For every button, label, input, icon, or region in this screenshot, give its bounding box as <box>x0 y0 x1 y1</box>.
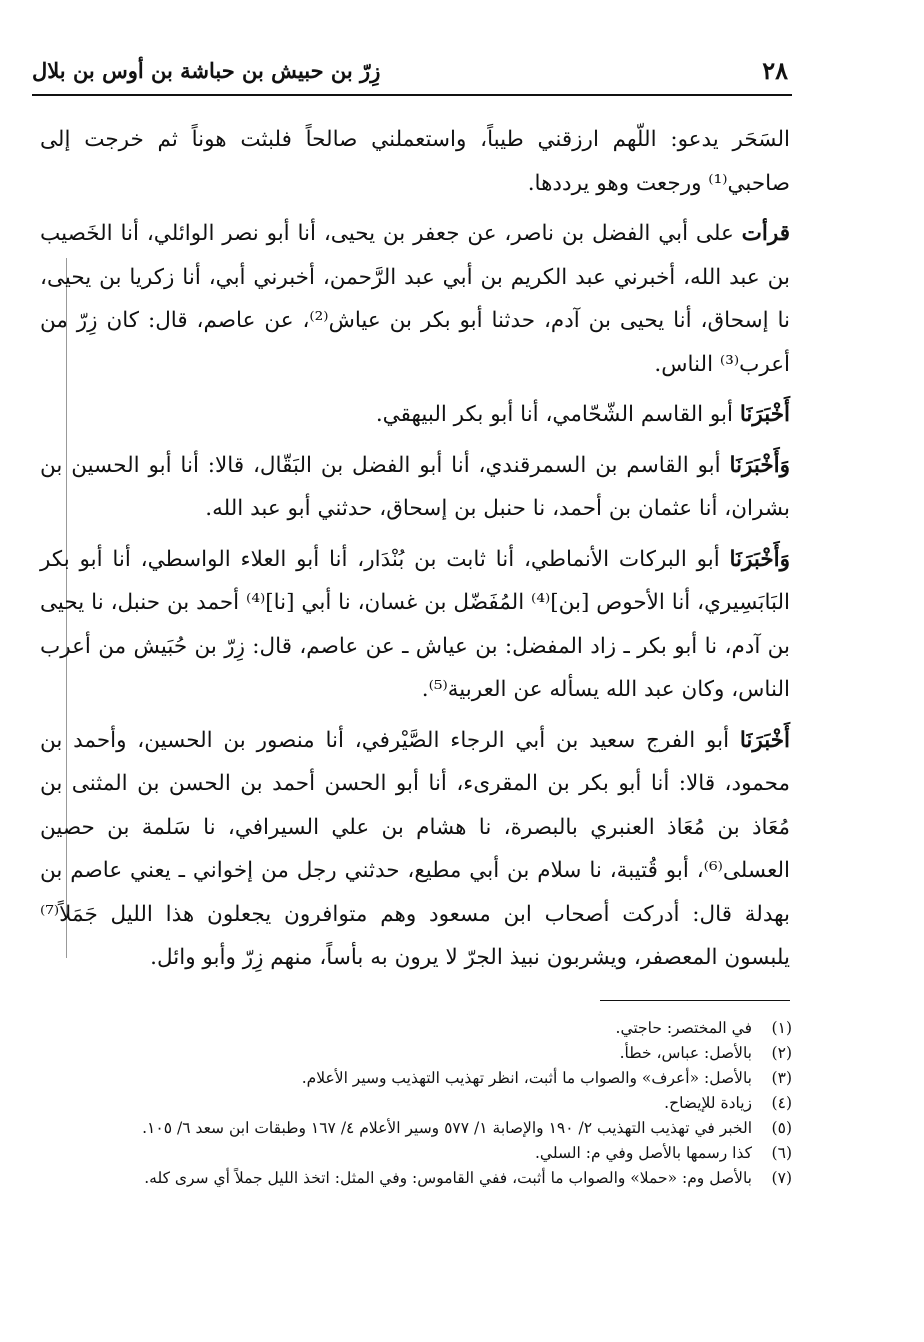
footnote-text: زيادة للإيضاح. <box>664 1094 752 1112</box>
footnote-number: (٣) <box>771 1069 792 1087</box>
footnote <box>40 1166 792 1191</box>
footnote <box>40 1091 792 1116</box>
paragraph <box>40 538 790 712</box>
paragraph-text: أبو البركات الأنماطي، أنا ثابت بن بُنْدَار، أنا أبو العلاء الواسطي، أنا أبو بكر البَابَسِيري، أنا الأحوص [بن]⁽⁴⁾ المُفَضّل بن غسان، نا أبي [نا]⁽⁴⁾ أحمد بن حنبل، نا يحيى بن آدم، نا أبو بكر ـ زاد المفضل: بن عياش ـ عن عاصم، قال: زِرّ بن حُبَيش من أعرب الناس، وكان عبد الله يسأله عن العربية⁽⁵⁾. <box>40 546 791 702</box>
paragraph <box>40 444 790 531</box>
paragraph-text: على أبي الفضل بن ناصر، عن جعفر بن يحيى، أنا أبو نصر الوائلي، أنا الخَصيب بن عبد الله، أخبرني عبد الكريم بن أبي عبد الرَّحمن، أخبرني أبي، أنا زكريا بن يحيى، نا إسحاق، أنا يحيى بن آدم، حدثنا أبو بكر بن عياش⁽²⁾، عن عاصم، قال: كان زِرّ من أعرب⁽³⁾ الناس. <box>40 221 790 377</box>
footnote-divider <box>600 1000 790 1001</box>
paragraph-text: أبو الفرج سعيد بن أبي الرجاء الصَّيْرفي، أنا منصور بن الحسين، وأحمد بن محمود، قالا: أنا أبو بكر بن المقرىء، أنا أبو الحسن أحمد بن الحسن بن المثنى بن مُعَاذ بن مُعَاذ العنبري بالبصرة، نا هشام بن علي السيرافي، نا سَلمة بن حصين العسلى⁽⁶⁾، أبو قُتيبة، نا سلام بن أبي مطيع، حدثني رجل من إخواني ـ يعني عاصم بن بهدلة قال: أدركت أصحاب ابن مسعود وهم متوافرون يجعلون هذا الليل جَمَلاً⁽⁷⁾ يلبسون المعصفر، ويشربون نبيذ الجرّ لا يرون به بأساً، منهم زِرّ وأبو وائل. <box>40 727 790 970</box>
footnote <box>40 1041 792 1066</box>
paragraph-lead: أَخْبَرَنَا <box>739 402 790 427</box>
paragraph <box>40 118 790 205</box>
footnote <box>40 1066 792 1091</box>
footnote <box>40 1016 792 1041</box>
footnotes <box>40 1016 792 1191</box>
footnote-text: بالأصل وم: «حملا» والصواب ما أثبت، ففي القاموس: وفي المثل: اتخذ الليل جملاً أي سرى كله. <box>144 1169 752 1187</box>
main-text <box>40 118 790 980</box>
paragraph-text: أبو القاسم بن السمرقندي، أنا أبو الفضل بن البَقّال، قالا: أنا أبو الحسين بن بشران، أنا عثمان بن أحمد، نا حنبل بن إسحاق، حدثني أبو عبد الله. <box>40 452 790 521</box>
footnote-text: في المختصر: حاجتي. <box>615 1019 752 1037</box>
page-number: ٢٨ <box>762 56 788 85</box>
footnote-number: (١) <box>771 1019 792 1037</box>
footnote-text: بالأصل: عباس، خطأ. <box>619 1044 752 1062</box>
footnote-number: (٢) <box>771 1044 792 1062</box>
footnote-text: الخبر في تهذيب التهذيب ٢/ ١٩٠ والإصابة ١/ ٥٧٧ وسير الأعلام ٤/ ١٦٧ وطبقات ابن سعد ٦/ ١٠٥. <box>142 1119 752 1137</box>
paragraph-lead: وَأَخْبَرَنَا <box>729 546 790 572</box>
footnote <box>40 1141 792 1166</box>
footnote-number: (٦) <box>771 1144 792 1162</box>
footnote-number: (٤) <box>771 1094 792 1112</box>
paragraph-lead: قرأت <box>741 221 790 246</box>
footnote-text: بالأصل: «أعرف» والصواب ما أثبت، انظر تهذيب التهذيب وسير الأعلام. <box>301 1069 752 1087</box>
paragraph <box>40 719 790 980</box>
paragraph-lead: أَخْبَرَنَا <box>739 727 790 753</box>
page-header <box>32 50 792 96</box>
paragraph-text: السَحَر يدعو: اللّهم ارزقني طيباً، واستعملني صالحاً فلبثت هوناً ثم خرجت إلى صاحبي⁽¹⁾ ورجعت وهو يرددها. <box>40 127 790 196</box>
paragraph-lead: وَأَخْبَرَنَا <box>729 452 790 478</box>
running-title: زِرّ بن حبيش بن حباشة بن أوس بن بلال <box>32 58 381 83</box>
paragraph <box>40 393 790 437</box>
footnote <box>40 1116 792 1141</box>
footnote-number: (٧) <box>771 1169 792 1187</box>
footnote-text: كذا رسمها بالأصل وفي م: السلي. <box>535 1144 752 1162</box>
paragraph <box>40 212 790 386</box>
footnote-number: (٥) <box>771 1119 792 1137</box>
paragraph-text: أبو القاسم الشّحّامي، أنا أبو بكر البيهقي. <box>375 402 740 427</box>
